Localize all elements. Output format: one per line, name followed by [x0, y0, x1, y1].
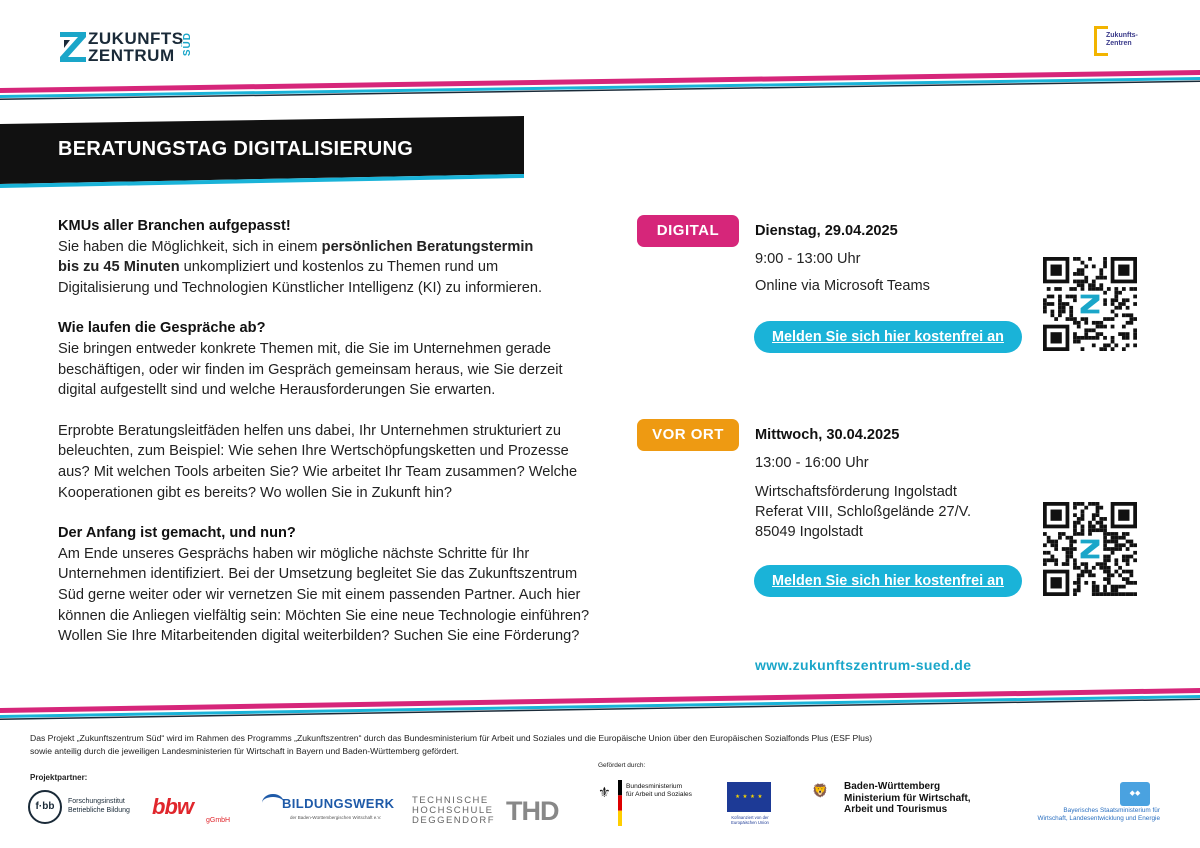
bildungswerk-logo [262, 790, 395, 830]
bayern-text: Bayerisches Staatsministerium für Wirtschaft, Landesentwicklung und Energie [1037, 807, 1160, 822]
bildungswerk-sub: der Baden-Württembergischen Wirtschaft e.V. [290, 815, 382, 820]
funding-notice [30, 732, 1150, 757]
website-link[interactable]: www.zukunftszentrum-sued.de [755, 657, 972, 673]
fbb-logo [28, 788, 132, 828]
funding-line-1: Das Projekt „Zukunftszentrum Süd“ wird im Rahmen des Programms „Zukunftszentren“ durch das Bundesministerium für Arbeit und Soziales und die Europäische Union über den Europäischen Sozialfonds Plus (ESF Plus) [30, 733, 873, 743]
fbb-mark: f·bb [28, 790, 62, 824]
arc-icon [262, 794, 284, 812]
section3-para: Am Ende unseres Gesprächs haben wir mögliche nächste Schritte für Ihr Unternehmen identifiziert. Bei der Umsetzung begleitet Sie das Zukunftszentrum Süd gerne weiter oder wir vernetzen Sie mit einem passenden Partner. Auch hier können die Anliegen vielfältig sein: Möchten Sie eine neue Technologie einführen? Wollen Sie Ihre Mitarbeitenden digital weiterbilden? Suchen Sie eine Förderung? [58, 545, 590, 645]
baden-wuerttemberg-logo [812, 781, 982, 821]
event2-date: Mittwoch, 30.04.2025 [755, 427, 900, 443]
intro-text [58, 237, 598, 299]
top-stripes [0, 64, 1200, 104]
description-column [58, 216, 598, 647]
lions-icon: 🦁 [812, 783, 829, 798]
tag-digital: DIGITAL [637, 215, 739, 247]
section2-para2: Erprobte Beratungsleitfäden helfen uns dabei, Ihr Unternehmen strukturiert zu beleuchten, zum Beispiel: Wie sehen Ihre Wertschöpfungsketten und Prozesse aus? Mit welchen Tools arbeiten Sie? Wie arbeitet Ihr Team zusammen? Welche Kooperationen gibt es bereits? Wo wollen Sie in Zukunft hin? [58, 422, 578, 501]
eu-flag-icon: ★ ★ ★ ★ [727, 782, 771, 812]
bmas-logo [598, 780, 708, 828]
qr-code-icon[interactable] [1043, 257, 1137, 351]
eu-text: Kofinanziert von der Europäischen Union [731, 815, 769, 825]
intro-text-c: Digitalisierung und Technologien Künstlicher Intelligenz (KI) zu informieren. [58, 279, 543, 296]
funded-label: Gefördert durch: [598, 762, 646, 769]
section2-para1: Sie bringen entweder konkrete Themen mit, die Sie im Unternehmen gerade beschäftigen, oder wir finden im Gespräch gemeinsam heraus, wie Sie derzeit digital aufgestellt sind und welche Herausforderungen Sie erwarten. [58, 340, 563, 399]
bayern-logo [1008, 782, 1172, 826]
bottom-stripes [0, 686, 1200, 726]
thd-text: TECHNISCHE HOCHSCHULE DEGGENDORF [412, 795, 496, 826]
fbb-text: Forschungsinstitut Betriebliche Bildung [68, 798, 130, 814]
intro-bold-2: bis zu 45 Minuten [58, 259, 180, 276]
intro-heading: KMUs aller Branchen aufgepasst! [58, 218, 291, 234]
zukunftszentren-label: Zukunfts- Zentren [1106, 32, 1138, 47]
eu-logo [723, 782, 781, 828]
bildungswerk-text: BILDUNGSWERK [282, 796, 395, 811]
bbw-logo [152, 790, 242, 830]
thd-mark: THD [506, 796, 559, 826]
page-title: BERATUNGSTAG DIGITALISIERUNG [58, 138, 414, 160]
event1-location: Online via Microsoft Teams [755, 278, 930, 294]
section2-heading: Wie laufen die Gespräche ab? [58, 320, 266, 337]
intro-bold-1: persönlichen Beratungstermin [321, 238, 534, 255]
partner-label: Projektpartner: [30, 773, 88, 782]
thd-logo [412, 796, 572, 828]
eagle-icon: ⚜ [598, 784, 611, 800]
tag-vor-ort: VOR ORT [637, 419, 739, 451]
event1-date: Dienstag, 29.04.2025 [755, 223, 898, 239]
logo-word-sued: SÜD [182, 32, 193, 57]
zukunftszentrum-sued-logo [58, 28, 198, 68]
bmas-text: Bundesministerium für Arbeit und Soziales [626, 783, 692, 798]
event1-register-button[interactable]: Melden Sie sich hier kostenfrei an [754, 321, 1022, 353]
logo-word-zentrum: ZENTRUM [88, 46, 175, 65]
intro-text-a: Sie haben die Möglichkeit, sich in einem [58, 238, 322, 255]
section3-heading: Der Anfang ist gemacht, und nun? [58, 525, 296, 542]
bbw-sub: gGmbH [206, 817, 231, 824]
qr-code-icon[interactable] [1043, 502, 1137, 596]
event2-location-line3: 85049 Ingolstadt [755, 524, 863, 540]
event2-time: 13:00 - 16:00 Uhr [755, 455, 869, 471]
bawue-text: Baden-Württemberg Ministerium für Wirtschaft, Arbeit und Tourismus [844, 781, 971, 816]
event2-location-line1: Wirtschaftsförderung Ingolstadt [755, 484, 957, 500]
german-flag-icon [618, 780, 622, 826]
event1-time: 9:00 - 13:00 Uhr [755, 251, 861, 267]
z-logo-icon [58, 30, 88, 64]
event2-location-line2: Referat VIII, Schloßgelände 27/V. [755, 504, 972, 520]
zukunftszentren-logo [1094, 26, 1144, 60]
funding-line-2: sowie anteilig durch die jeweiligen Landesministerien für Wirtschaft in Bayern und Baden-Württemberg gefördert. [30, 745, 459, 756]
crest-icon: ◆◆ [1120, 782, 1150, 806]
logo-word-zukunfts: ZUKUNFTS [88, 29, 184, 48]
event2-register-button[interactable]: Melden Sie sich hier kostenfrei an [754, 565, 1022, 597]
bbw-mark: bbw [152, 794, 193, 819]
intro-text-b: unkompliziert und kostenlos zu Themen rund um [179, 259, 499, 276]
